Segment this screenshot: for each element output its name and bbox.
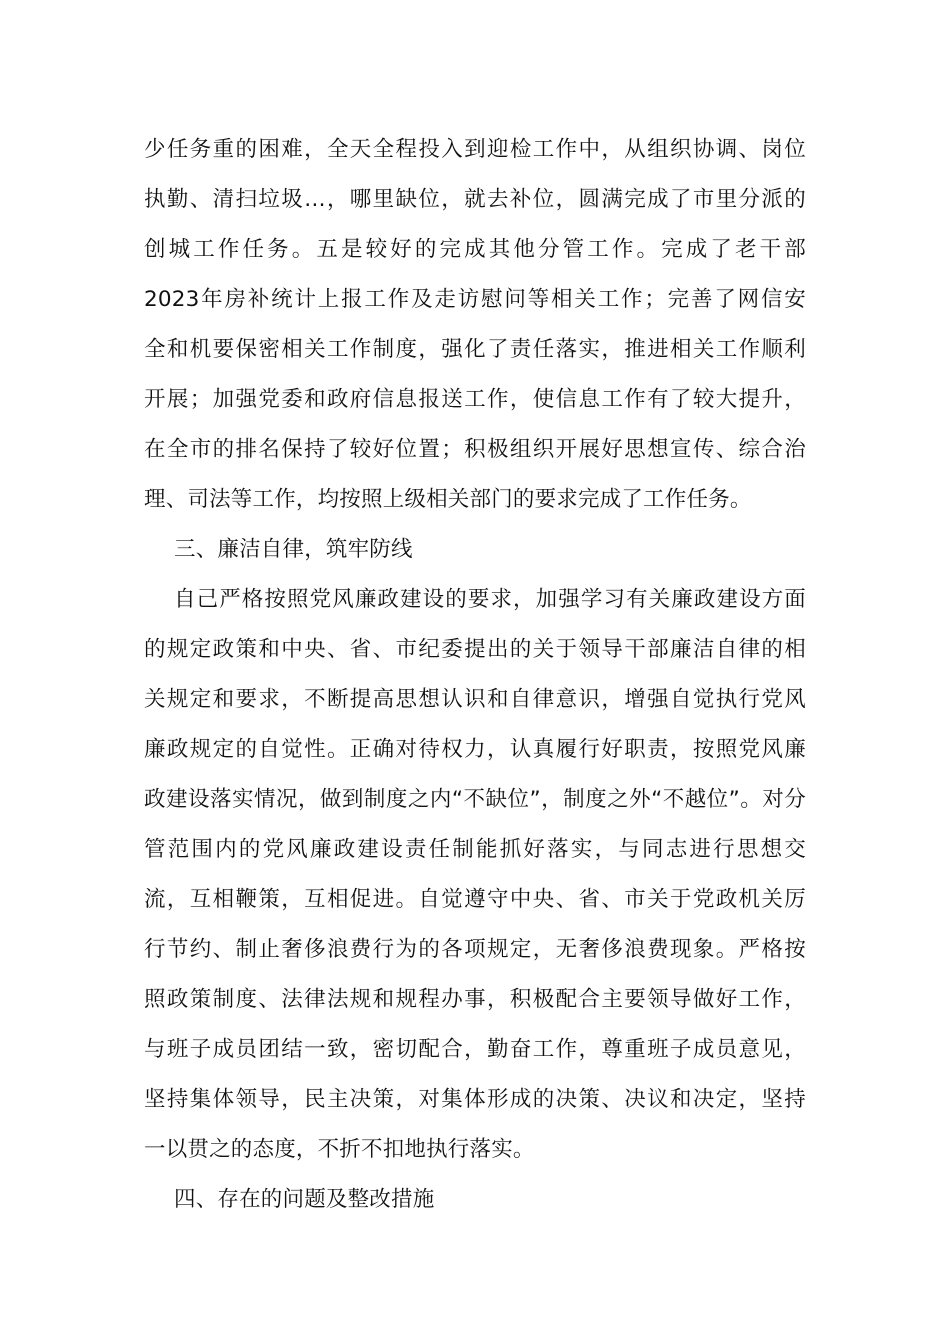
section-heading-3: 三、廉洁自律，筑牢防线 — [174, 537, 413, 562]
text-line-20: 一以贯之的态度，不折不扣地执行落实。 — [144, 1137, 535, 1162]
text-line-12: 廉政规定的自觉性。正确对待权力，认真履行好职责，按照党风廉 — [144, 737, 806, 762]
text-line-18: 与班子成员团结一致，密切配合，勤奋工作，尊重班子成员意见， — [144, 1037, 806, 1062]
text-line-4: 2023年房补统计上报工作及走访慰问等相关工作；完善了网信安 — [144, 287, 806, 312]
text-line-8: 理、司法等工作，均按照上级相关部门的要求完成了工作任务。 — [144, 487, 752, 512]
text-line-10: 的规定政策和中央、省、市纪委提出的关于领导干部廉洁自律的相 — [144, 637, 806, 662]
text-line-9: 自己严格按照党风廉政建设的要求，加强学习有关廉政建设方面 — [174, 587, 806, 612]
text-line-3: 创城工作任务。五是较好的完成其他分管工作。完成了老干部 — [144, 237, 806, 262]
text-line-19: 坚持集体领导，民主决策，对集体形成的决策、决议和决定，坚持 — [144, 1087, 806, 1112]
text-line-17: 照政策制度、法律法规和规程办事，积极配合主要领导做好工作， — [144, 987, 806, 1012]
section-heading-4: 四、存在的问题及整改措施 — [174, 1187, 435, 1212]
text-line-2: 执勤、清扫垃圾…，哪里缺位，就去补位，圆满完成了市里分派的 — [144, 187, 806, 212]
text-line-14: 管范围内的党风廉政建设责任制能抓好落实，与同志进行思想交 — [144, 837, 806, 862]
text-line-6: 开展；加强党委和政府信息报送工作，使信息工作有了较大提升， — [144, 387, 806, 412]
text-line-16: 行节约、制止奢侈浪费行为的各项规定，无奢侈浪费现象。严格按 — [144, 937, 806, 962]
text-line-11: 关规定和要求，不断提高思想认识和自律意识，增强自觉执行党风 — [144, 687, 806, 712]
text-line-5: 全和机要保密相关工作制度，强化了责任落实，推进相关工作顺利 — [144, 337, 806, 362]
text-line-7: 在全市的排名保持了较好位置；积极组织开展好思想宣传、综合治 — [144, 437, 806, 462]
text-line-1: 少任务重的困难，全天全程投入到迎检工作中，从组织协调、岗位 — [144, 137, 806, 162]
text-line-13: 政建设落实情况，做到制度之内“不缺位”，制度之外“不越位”。对分 — [144, 787, 806, 812]
text-line-15: 流，互相鞭策，互相促进。自觉遵守中央、省、市关于党政机关厉 — [144, 887, 806, 912]
